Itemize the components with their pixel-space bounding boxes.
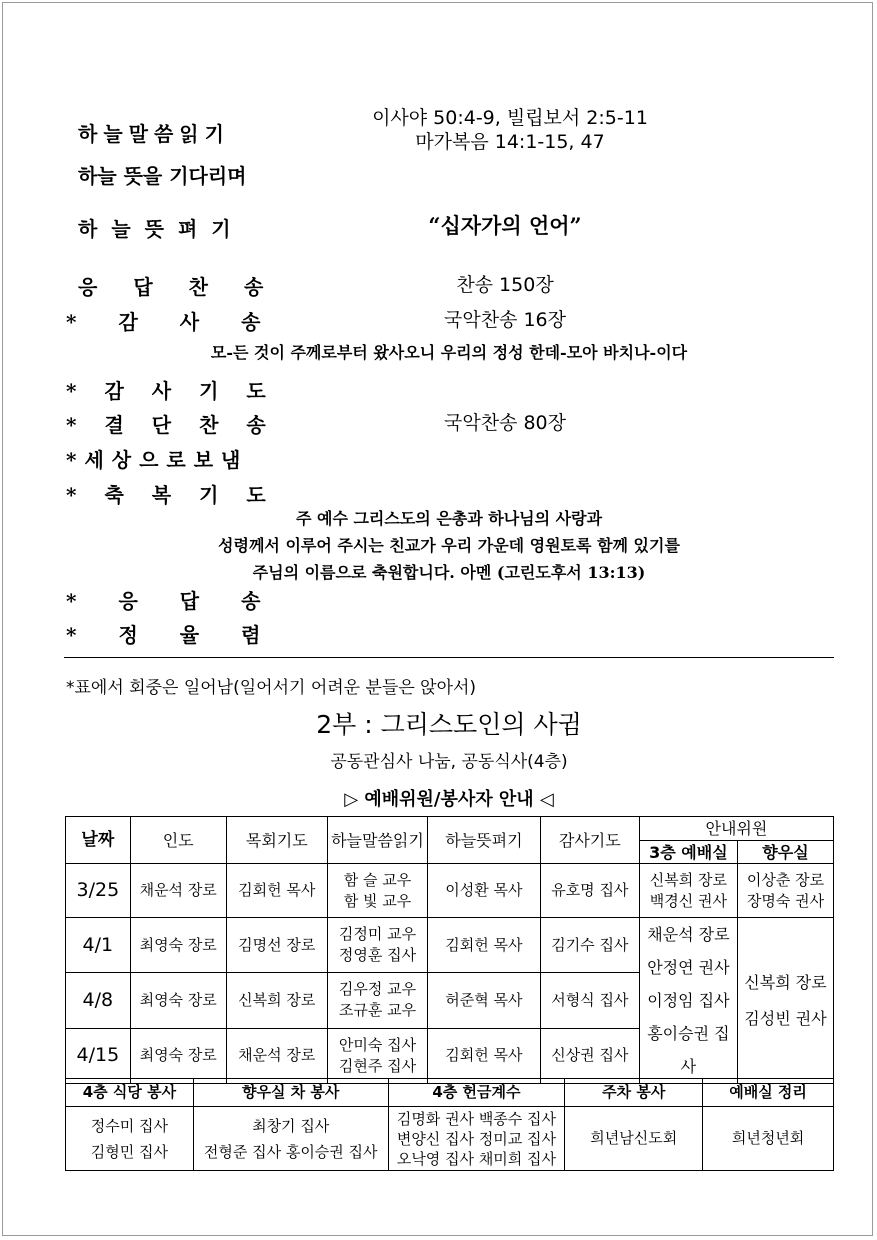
table-title: ▷ 예배위원/봉사자 안내 ◁ [344, 789, 554, 810]
cell-cafeteria [66, 1107, 194, 1171]
order-label-sending: *세상으로보냄 [66, 448, 249, 472]
row-reading [327, 864, 427, 918]
row-thanks-prayer: 신상권 집사 [540, 1028, 639, 1083]
usher-hyangwoo-merged [737, 918, 833, 1084]
row-reading [327, 973, 427, 1028]
usher-4: 홍이승권 집사 [647, 1024, 730, 1076]
part2-subtitle: 공동관심사 나눔, 공동식사(4층) [330, 752, 568, 772]
volunteer-2: 변양신 집사 정미교 집사 [396, 1129, 557, 1148]
row-date: 4/15 [66, 1028, 131, 1083]
reader-2: 조규훈 교우 [338, 1001, 417, 1020]
standing-note: *표에서 회중은 일어남(일어서기 어려운 분들은 앉아서) [66, 678, 477, 698]
table-row [66, 1107, 834, 1171]
commitment-hymn-value: 국악찬송 80장 [444, 412, 566, 434]
header-offering-count: 4층 헌금계수 [388, 1079, 565, 1107]
volunteer-3: 오낙영 집사 채미희 집사 [396, 1149, 557, 1168]
scripture-line-2: 마가복음 14:1-15, 47 [415, 131, 605, 153]
schedule-table [65, 816, 834, 1084]
header-usher-3f: 3층 예배실 [639, 841, 737, 864]
reader-1: 김우정 교우 [338, 980, 417, 999]
usher-3f-merged [639, 918, 737, 1084]
benediction-text [64, 505, 834, 586]
row-reading [327, 918, 427, 973]
row-pastoral-prayer: 김명선 장로 [226, 918, 327, 973]
usher-1: 신복희 장로 [744, 972, 827, 992]
row-leader: 최영숙 장로 [130, 973, 226, 1028]
row-date: 3/25 [66, 864, 131, 918]
thanks-song-value: 국악찬송 16장 [444, 309, 566, 331]
header-date: 날짜 [66, 817, 131, 864]
benediction-line-2: 성령께서 이루어 주시는 친교가 우리 가운데 영원토록 함께 있기를 [218, 536, 680, 555]
row-date: 4/1 [66, 918, 131, 973]
header-leader: 인도 [130, 817, 226, 864]
table-row [66, 864, 834, 918]
row-leader: 최영숙 장로 [130, 918, 226, 973]
header-cafeteria: 4층 식당 봉사 [66, 1079, 194, 1107]
scripture-line-1: 이사야 50:4-9, 빌립보서 2:5-11 [372, 107, 648, 129]
header-usher-hyangwoo: 향우실 [737, 841, 833, 864]
usher-1: 이상춘 장로 [746, 870, 825, 889]
order-label-thanks-prayer: *감사기도 [66, 379, 294, 403]
row-sermon: 허준혁 목사 [428, 973, 541, 1028]
order-label-thanks-song: *감사송 [66, 310, 303, 334]
sermon-title: “십자가의 언어” [428, 213, 582, 238]
row-thanks-prayer: 서형식 집사 [540, 973, 639, 1028]
order-label-postlude: *정율렴 [66, 623, 303, 647]
header-thanks-prayer: 감사기도 [540, 817, 639, 864]
usher-2: 안정연 권사 [647, 958, 730, 977]
row-pastoral-prayer: 신복희 장로 [226, 973, 327, 1028]
reader-1: 안미숙 집사 [338, 1035, 417, 1054]
row-pastoral-prayer: 채운석 장로 [226, 1028, 327, 1083]
order-label-sermon: 하늘뜻펴기 [78, 217, 245, 241]
order-label-benediction: *축복기도 [66, 483, 294, 507]
row-leader: 채운석 장로 [130, 864, 226, 918]
benediction-line-1: 주 예수 그리스도의 은총과 하나님의 사랑과 [295, 509, 603, 528]
row-sermon: 이성환 목사 [428, 864, 541, 918]
response-hymn-value: 찬송 150장 [456, 274, 554, 296]
row-date: 4/8 [66, 973, 131, 1028]
row-sermon: 김회헌 목사 [428, 1028, 541, 1083]
service-table [65, 1078, 834, 1171]
header-cleanup: 예배실 정리 [703, 1079, 834, 1107]
volunteer-1: 정수미 집사 [90, 1116, 169, 1135]
row-usher-3f [639, 864, 737, 918]
usher-3: 이정임 집사 [647, 991, 730, 1010]
usher-1: 신복희 장로 [649, 870, 728, 889]
usher-1: 채운석 장로 [647, 925, 730, 944]
reader-2: 함 빛 교우 [343, 891, 412, 910]
section-divider [64, 657, 834, 658]
scripture-reference [340, 106, 680, 154]
header-parking: 주차 봉사 [565, 1079, 703, 1107]
row-pastoral-prayer: 김회헌 목사 [226, 864, 327, 918]
row-sermon: 김회헌 목사 [428, 918, 541, 973]
row-usher-hyangwoo [737, 864, 833, 918]
gratitude-lyric: 모-든 것이 주께로부터 왔사오니 우리의 정성 한데-모아 바치나-이다 [210, 343, 688, 362]
reader-2: 김현주 집사 [338, 1056, 417, 1075]
order-label-response-song: *응답송 [66, 589, 303, 613]
table-row [66, 918, 834, 973]
row-reading [327, 1028, 427, 1083]
cell-parking: 희년남신도회 [565, 1107, 703, 1171]
header-ushers: 안내위원 [639, 817, 833, 841]
reader-1: 함 슬 교우 [343, 870, 412, 889]
order-label-response-hymn: 응답찬송 [78, 275, 300, 299]
part2-title: 2부 : 그리스도인의 사귐 [316, 710, 582, 739]
row-thanks-prayer: 김기수 집사 [540, 918, 639, 973]
header-pastoral-prayer: 목회기도 [226, 817, 327, 864]
reader-1: 김정미 교우 [338, 925, 417, 944]
volunteer-1: 최창기 집사 [252, 1116, 330, 1135]
order-label-reading [78, 118, 238, 147]
benediction-line-3: 주님의 이름으로 축원합니다. 아멘 (고린도후서 13:13) [252, 563, 646, 582]
header-sermon: 하늘뜻펴기 [428, 817, 541, 864]
cell-offering-count [388, 1107, 565, 1171]
row-leader: 최영숙 장로 [130, 1028, 226, 1083]
order-label-waiting: 하늘 뜻을 기다리며 [78, 164, 247, 188]
volunteer-2: 전형준 집사 홍이승권 집사 [203, 1142, 378, 1161]
row-thanks-prayer: 유호명 집사 [540, 864, 639, 918]
usher-2: 김성빈 권사 [744, 1008, 827, 1028]
usher-2: 백경신 권사 [649, 891, 728, 910]
cell-tea [193, 1107, 388, 1171]
header-reading: 하늘말씀읽기 [327, 817, 427, 864]
header-tea: 향우실 차 봉사 [193, 1079, 388, 1107]
reader-2: 정영훈 집사 [338, 946, 417, 965]
label-text: 하늘말씀읽기 [78, 122, 230, 146]
volunteer-2: 김형민 집사 [90, 1142, 169, 1161]
volunteer-1: 김명화 권사 백종수 집사 [396, 1109, 557, 1128]
usher-2: 장명숙 권사 [746, 891, 825, 910]
cell-cleanup: 희년청년회 [703, 1107, 834, 1171]
order-label-commitment-hymn: *결단찬송 [66, 413, 294, 437]
